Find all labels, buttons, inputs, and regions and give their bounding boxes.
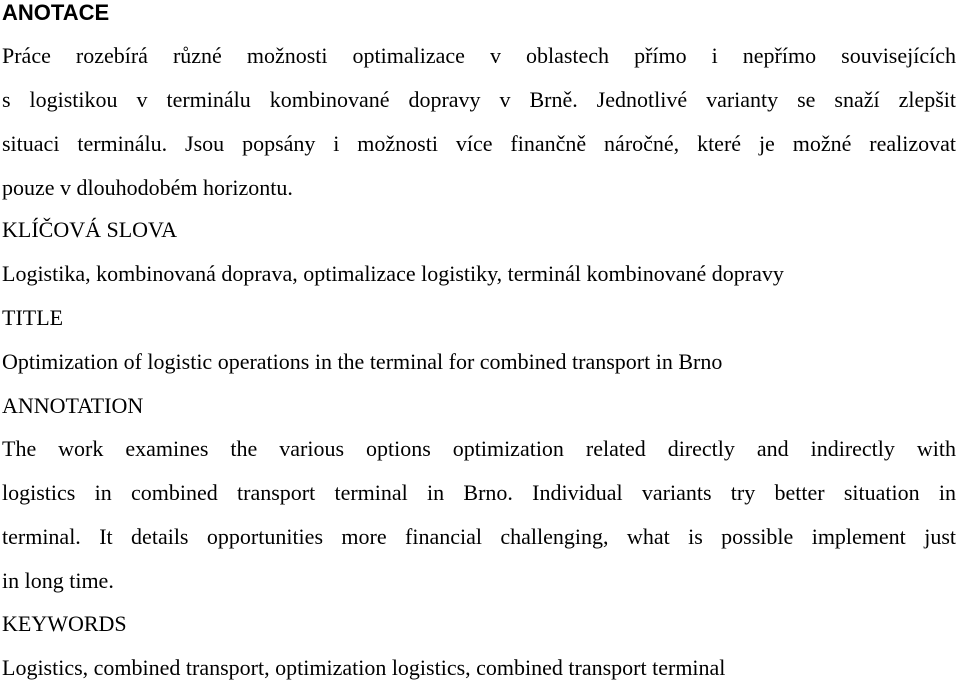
title-text: Optimization of logistic operations in the terminal for combined transport in Brno [2, 349, 723, 374]
title-heading: TITLE [2, 305, 64, 330]
anotace-line-1: Práce rozebírá různé možnosti optimalizace v oblastech přímo i nepřímo souvisejících [2, 43, 956, 68]
anotace-line-4: pouze v dlouhodobém horizontu. [2, 175, 293, 200]
keywords-heading: KEYWORDS [2, 611, 127, 636]
annotation-line-4: in long time. [2, 568, 114, 593]
keywords-text: Logistics, combined transport, optimization logistics, combined transport terminal [2, 655, 726, 680]
annotation-heading: ANNOTATION [2, 393, 144, 418]
klicova-slova-heading: KLÍČOVÁ SLOVA [2, 217, 177, 242]
anotace-paragraph [2, 34, 956, 210]
annotation-paragraph [2, 427, 956, 603]
annotation-line-1: The work examines the various options optimization related directly and indirectly with [2, 436, 956, 461]
annotation-line-2: logistics in combined transport terminal in Brno. Individual variants try better situation in [2, 480, 956, 505]
anotace-line-3: situaci terminálu. Jsou popsány i možnosti více finančně náročné, které je možné realizovat [2, 131, 956, 156]
klicova-slova-text: Logistika, kombinovaná doprava, optimalizace logistiky, terminál kombinované dopravy [2, 261, 784, 286]
anotace-heading: ANOTACE [2, 0, 110, 25]
annotation-line-3: terminal. It details opportunities more financial challenging, what is possible implement just [2, 524, 956, 549]
anotace-line-2: s logistikou v terminálu kombinované dopravy v Brně. Jednotlivé varianty se snaží zlepšit [2, 87, 956, 112]
